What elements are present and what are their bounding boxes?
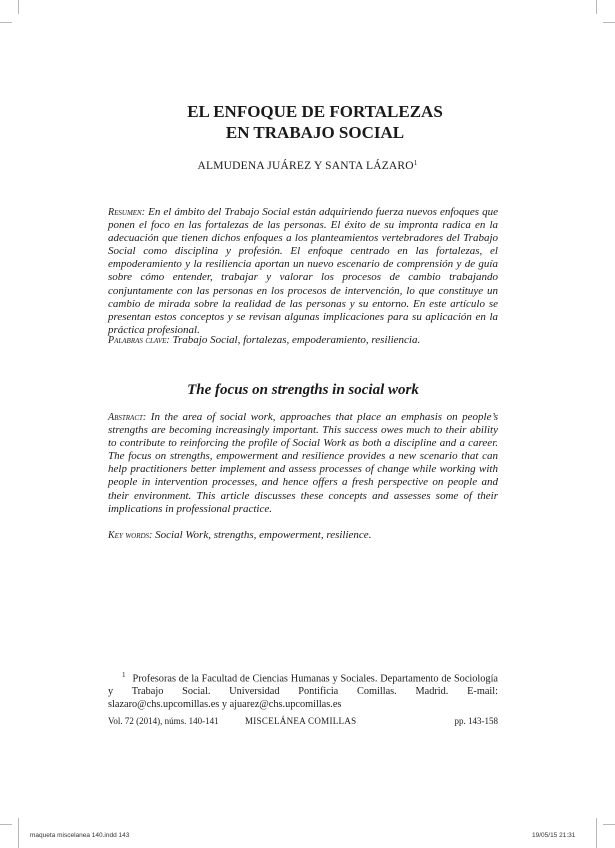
title-line-2: EN TRABAJO SOCIAL [225, 123, 405, 142]
footer-pages: pp. 143-158 [454, 716, 498, 726]
footnote-text: Profesoras de la Facultad de Ciencias Humanas y Sociales. Departamento de Sociología y Trabajo Social. Universidad Pontificia Comillas. Madrid. E-mail: slazaro@chs.upcomillas.es y ajuarez@chs.upcomillas.es [108, 673, 498, 711]
resumen-label: Resumen: [108, 207, 146, 218]
palabras-clave-label: Palabras clave: [108, 335, 170, 346]
english-title: The focus on strengths in social work [187, 382, 419, 398]
footer-journal: MISCELÁNEA COMILLAS [245, 716, 357, 726]
crop-mark [596, 818, 597, 848]
title-line-1: EL ENFOQUE DE FORTALEZAS [187, 102, 443, 121]
resumen-text: En el ámbito del Trabajo Social están adquiriendo fuerza nuevos enfoques que ponen el foco en las fortalezas de las personas. El éxito de su impronta radica en la adecuación que tienen dichos enfoques a los planteamientos vertebradores del Trabajo Social como disciplina y profesión. El enfoque centrado en las fortalezas, el empoderamiento y la resiliencia aportan un nuevo escenario de comprensión y de guía sobre cómo entender, trabajar y valorar los procesos de cambio trabajando conjuntamente con las personas en los procesos de intervención, lo que constituye un cambio de mirada sobre la realidad de las personas y su entorno. En este artículo se presentan estos conceptos y se revisan algunas implicaciones para su aplicación en la práctica profesional. [108, 206, 498, 336]
palabras-clave-block [108, 334, 498, 347]
crop-mark [596, 0, 597, 14]
abstract-text: In the area of social work, approaches that place an emphasis on people’s strengths are becoming increasingly important. This success owes much to their ability to contribute to reinforcing the profile of Social Work as both a discipline and a career. The focus on strengths, empowerment and resilience provides a new scenario that can help practitioners better implement and assess processes of change while working with people in intervention processes, and hence offers a fresh perspective on people and their environment. This article discusses these concepts and assesses some of their implications in professional practice. [108, 411, 498, 515]
abstract-label: Abstract: [108, 412, 147, 423]
crop-mark [0, 824, 12, 825]
authors [100, 160, 515, 172]
abstract-block [108, 411, 498, 516]
footer-volume: Vol. 72 (2014), núms. 140-141 [108, 716, 219, 726]
crop-mark [18, 818, 19, 848]
crop-mark [603, 22, 615, 23]
key-words-label: Key words: [108, 530, 153, 541]
crop-mark [18, 0, 19, 14]
article-title [150, 101, 480, 143]
author-names: ALMUDENA JUÁREZ Y SANTA LÁZARO [197, 160, 414, 172]
resumen-block [108, 206, 498, 337]
print-slug-datetime: 19/05/15 21:31 [532, 832, 576, 839]
print-slug-file: maqueta miscelanea 140.indd 143 [30, 832, 130, 839]
palabras-clave-text: Trabajo Social, fortalezas, empoderamiento, resiliencia. [172, 334, 421, 346]
crop-mark [603, 824, 615, 825]
author-footnote-mark: 1 [413, 159, 418, 167]
footnote [108, 669, 498, 711]
key-words-block [108, 529, 498, 542]
key-words-text: Social Work, strengths, empowerment, resilience. [155, 529, 372, 541]
footnote-mark: 1 [122, 671, 126, 679]
crop-mark [0, 22, 12, 23]
